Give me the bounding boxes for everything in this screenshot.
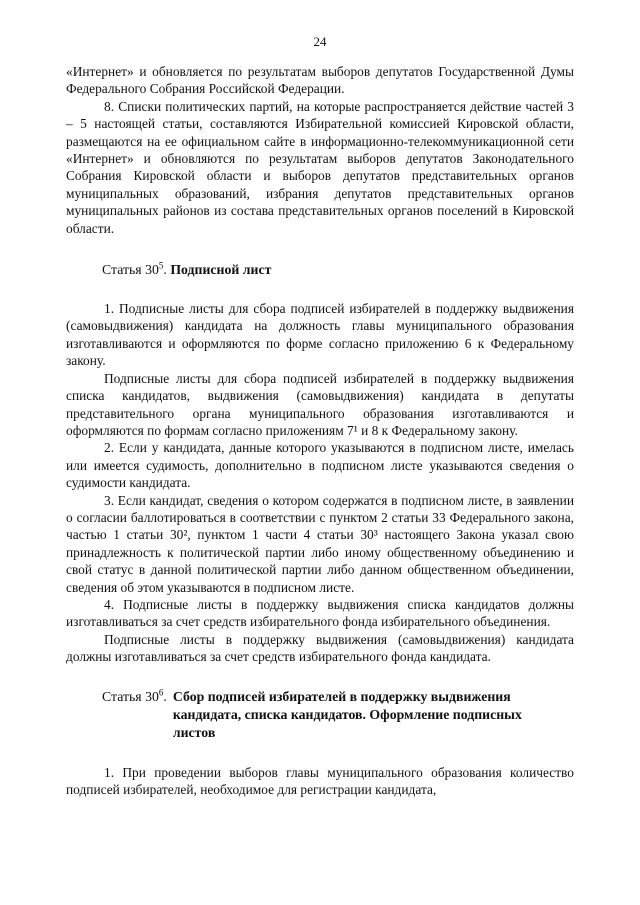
paragraph: «Интернет» и обновляется по результатам выборов депутатов Государственной Думы Федерального Собрания Российской Федерации. <box>66 64 574 97</box>
page-number: 24 <box>313 34 327 49</box>
article-title: Сбор подписей избирателей в поддержку выдвижения кандидата, списка кандидатов. Оформление подписных листов <box>172 688 522 740</box>
paragraph-item-8: 8. Списки политических партий, на которые распространяется действие частей 3 – 5 настоящей статьи, составляются Избирательной комиссией Кировской области, размещаются на ее официальном сайте в информационно-телекоммуникационной сети «Интернет» и обновляются по результатам выборов депутатов Законодательного Собрания Кировской области и выборов депутатов представительных органов муниципальных образований, избрания депутатов представительных органов муниципальных районов из состава представительных органов поселений в Кировской области. <box>66 98 574 236</box>
paragraph-item-4: 4. Подписные листы в поддержку выдвижения списка кандидатов должны изготавливаться за счет средств избирательного фонда избирательного объединения. <box>66 596 574 630</box>
article-heading-30-5 <box>66 261 574 279</box>
paragraph-item-3: 3. Если кандидат, сведения о котором содержатся в подписном листе, в заявлении о согласии баллотироваться в соответствии с пунктом 2 статьи 33 Федерального закона, частью 1 статьи 30², пунктом 1 части 4 статьи 30³ настоящего Закона указал свою принадлежность к политической партии либо иному общественному объединению и свой статус в данной политической партии либо данном общественном объединении, сведения об этом указываются в подписном листе. <box>66 492 574 595</box>
article-heading-30-6 <box>66 688 574 742</box>
paragraph: Подписные листы в поддержку выдвижения (самовыдвижения) кандидата должны изготавливаться за счет средств избирательного фонда кандидата. <box>66 631 574 665</box>
article-number: Статья $30^5$. <box>102 260 167 278</box>
article-title: Подписной лист <box>170 262 272 278</box>
paragraph-item-2: 2. Если у кандидата, данные которого указываются в подписном листе, имелась или имеется судимость, дополнительно в подписном листе указываются сведения о судимости кандидата. <box>66 440 574 491</box>
document-body <box>66 63 574 798</box>
paragraph: Подписные листы для сбора подписей избирателей в поддержку выдвижения списка кандидатов, выдвижения (самовыдвижения) кандидата в депутаты представительного органа муниципального образования изготавливаются и оформляются по формам согласно приложениям 7¹ и 8 к Федеральному закону. <box>66 370 574 438</box>
paragraph-item-1: 1. При проведении выборов главы муниципального образования количество подписей избирателей, необходимое для регистрации кандидата, <box>66 764 574 797</box>
paragraph-item-1: 1. Подписные листы для сбора подписей избирателей в поддержку выдвижения (самовыдвижения) кандидата на должность главы муниципального образования изготавливаются и оформляются по форме согласно приложению 6 к Федеральному закону. <box>66 301 574 369</box>
article-number: Статья $30^6$. <box>102 687 167 704</box>
